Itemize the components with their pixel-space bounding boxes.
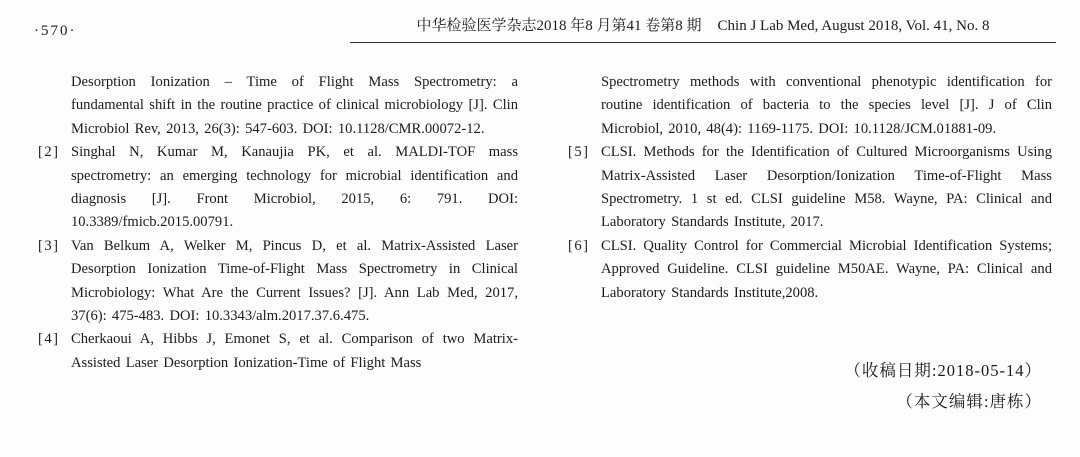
reference-item-5: [568, 141, 1052, 235]
page-number: ·570·: [34, 23, 77, 39]
journal-header: [350, 14, 1056, 43]
reference-number: [4]: [38, 331, 60, 348]
reference-number: [2]: [38, 144, 60, 161]
received-date: （收稿日期:2018-05-14）: [844, 361, 1042, 380]
journal-title-english: Chin J Lab Med, August 2018, Vol. 41, No. 8: [717, 18, 990, 34]
reference-item-4-continuation: [568, 71, 1052, 141]
reference-item-1-continuation: [38, 71, 518, 141]
references-column-left: [38, 71, 518, 375]
reference-text: CLSI. Quality Control for Commercial Microbial Identification Systems; Approved Guideline. CLSI guideline M50AE. Wayne, PA: Clinical and Laboratory Standards Institute,2008.: [601, 237, 1052, 301]
journal-title-chinese: 中华检验医学杂志2018 年8 月第41 卷第8 期: [416, 18, 702, 34]
reference-number: [3]: [38, 237, 60, 254]
reference-number: [6]: [568, 237, 590, 254]
closing-block: [568, 355, 1042, 417]
reference-item-3: [38, 235, 518, 329]
reference-text: Singhal N, Kumar M, Kanaujia PK, et al. MALDI-TOF mass spectrometry: an emerging technology for microbial identification and diagnosis [J]. Front Microbiol, 2015, 6: 791. DOI: 10.3389/fmicb.2015.00791.: [71, 144, 518, 231]
editor-note: （本文编辑:唐栋）: [896, 392, 1042, 411]
reference-text: Cherkaoui A, Hibbs J, Emonet S, et al. Comparison of two Matrix-Assisted Laser Desorption Ionization-Time of Flight Mass: [71, 331, 518, 371]
reference-number: [5]: [568, 144, 590, 161]
reference-text: Van Belkum A, Welker M, Pincus D, et al. Matrix-Assisted Laser Desorption Ionization Time-of-Flight Mass Spectrometry in Clinical Microbiology: What Are the Current Issues? [J]. Ann Lab Med, 2017, 37(6): 475-483. DOI: 10.3343/alm.2017.37.6.475.: [71, 237, 518, 325]
reference-item-4: [38, 328, 518, 375]
reference-item-6: [568, 235, 1052, 305]
reference-text: Spectrometry methods with conventional phenotypic identification for routine identification of bacteria to the species level [J]. J of Clin Microbiol, 2010, 48(4): 1169-1175. DOI: 10.1128/JCM.01881-09.: [601, 74, 1052, 137]
references-column-right: [568, 71, 1052, 305]
reference-text: Desorption Ionization – Time of Flight Mass Spectrometry: a fundamental shift in the routine practice of clinical microbiology [J]. Clin Microbiol Rev, 2013, 26(3): 547-603. DOI: 10.1128/CMR.00072-12.: [71, 74, 518, 137]
reference-item-2: [38, 141, 518, 235]
reference-text: CLSI. Methods for the Identification of Cultured Microorganisms Using Matrix-Assisted Laser Desorption/Ionization Time-of-Flight Mass Spectrometry. 1 st ed. CLSI guideline M58. Wayne, PA: Clinical and Laboratory Standards Institute, 2017.: [601, 144, 1052, 231]
